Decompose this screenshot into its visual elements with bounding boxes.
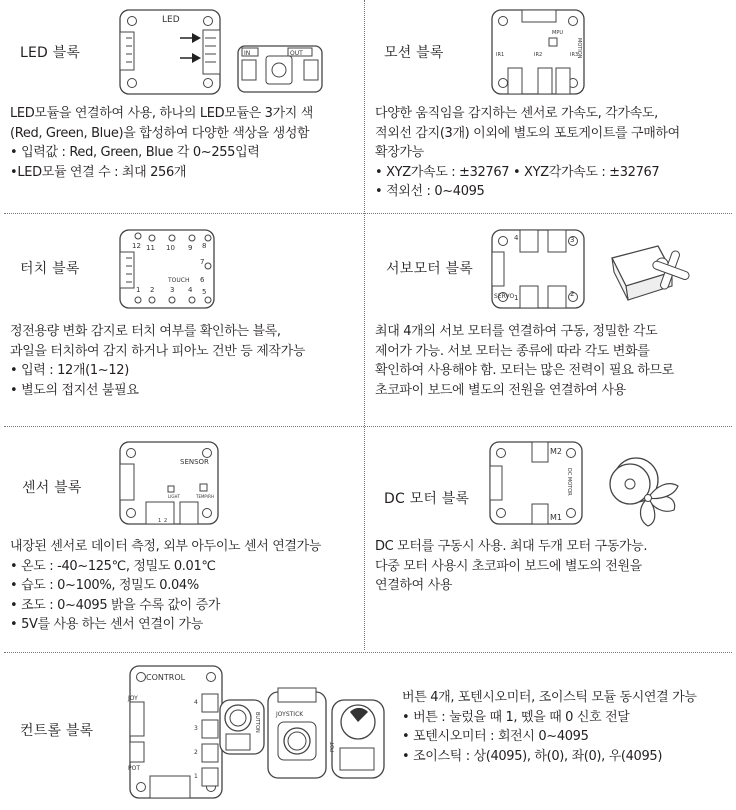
control-pot-label: POT — [128, 765, 141, 772]
touch-line-1: 정전용량 변화 감지로 터치 여부를 확인하는 블록, — [10, 324, 281, 339]
servo-board-label: SERVO — [494, 293, 515, 300]
motion-line-5: • 적외선 : 0~4095 — [375, 184, 485, 199]
touch-pin-12: 12 — [132, 242, 141, 250]
sensor-line-4: • 조도 : 0~4095 밝을 수록 값이 증가 — [10, 597, 221, 613]
servo-motor-image — [612, 246, 690, 300]
control-board-image — [126, 664, 388, 804]
servo-block-title: 서보모터 블록 — [386, 261, 473, 277]
led-block-title: LED 블록 — [20, 45, 81, 61]
sensor-light-label: LIGHT — [168, 494, 180, 499]
servo-line-1: 최대 4개의 서보 모터를 연결하여 구동, 정밀한 각도 — [375, 324, 658, 339]
touch-pin-2: 2 — [150, 286, 155, 294]
control-description — [402, 688, 697, 766]
motion-line-2: 적외선 감지(3개) 이외에 별도의 포토게이트를 구매하여 — [375, 125, 680, 141]
control-line-4: • 조이스틱 : 상(4095), 하(0), 좌(0), 우(4095) — [402, 748, 663, 764]
control-pot-module-label: POT — [330, 741, 336, 752]
sensor-line-3: • 습도 : 0~100%, 정밀도 0.04% — [10, 578, 199, 593]
motion-ir1-label: IR1 — [496, 52, 505, 58]
dc-m1-label: M1 — [550, 513, 562, 522]
row-divider-1 — [4, 213, 732, 214]
control-pin-3: 3 — [194, 725, 198, 732]
row-divider-3 — [4, 652, 732, 653]
control-line-1: 버튼 4개, 포텐시오미터, 조이스틱 모듈 동시연결 가능 — [402, 690, 697, 705]
touch-line-3: • 입력 : 12개(1~12) — [10, 363, 129, 378]
control-joy-label: JOY — [128, 695, 138, 702]
touch-pin-11: 11 — [146, 244, 155, 252]
motion-mpu-label: MPU — [552, 30, 563, 36]
sensor-board-label: SENSOR — [180, 458, 209, 466]
servo-board-image — [490, 228, 700, 318]
led-description — [10, 104, 313, 182]
dc-motor-block-title: DC 모터 블록 — [384, 491, 470, 507]
touch-description — [10, 322, 305, 400]
dc-motor-board-image — [488, 440, 698, 530]
motion-ir2-label: IR2 — [534, 52, 543, 58]
sensor-board-image — [118, 440, 222, 528]
led-line-4: •LED모듈 연결 수 : 최대 256개 — [10, 164, 187, 180]
touch-pin-1: 1 — [136, 286, 141, 294]
led-out-label: OUT — [290, 50, 303, 57]
touch-block-title: 터치 블록 — [20, 261, 80, 277]
dc-line-2: 다중 모터 사용시 초코파이 보드에 별도의 전원을 — [375, 558, 642, 574]
sensor-line-1: 내장된 센서로 데이터 측정, 외부 아두이노 센서 연결가능 — [10, 539, 322, 554]
dc-line-1: DC 모터를 구동시 사용. 최대 두개 모터 구동가능. — [375, 539, 648, 554]
touch-pin-3: 3 — [170, 286, 175, 294]
touch-line-2: 과일을 터치하여 감지 하거나 피아노 건반 등 제작가능 — [10, 343, 306, 359]
control-line-2: • 버튼 : 눌렀을 때 1, 뗐을 때 0 신호 전달 — [402, 709, 630, 725]
control-pin-1: 1 — [194, 773, 198, 780]
servo-line-4: 초코파이 보드에 별도의 전원을 연결하여 사용 — [375, 382, 626, 398]
sensor-block-title: 센서 블록 — [22, 480, 82, 496]
control-line-3: • 포텐시오미터 : 회전시 0~4095 — [402, 729, 589, 744]
servo-pin-1: 1 — [514, 294, 519, 302]
motion-line-4: • XYZ가속도 : ±32767 • XYZ각가속도 : ±32767 — [375, 164, 660, 180]
motion-line-1: 다양한 움직임을 감지하는 센서로 가속도, 각가속도, — [375, 106, 658, 121]
touch-pin-9: 9 — [188, 244, 193, 252]
motion-block-title: 모션 블록 — [384, 45, 444, 61]
touch-pin-7: 7 — [200, 258, 205, 266]
servo-line-2: 제어가 가능. 서보 모터는 종류에 따라 각도 변화를 — [375, 343, 650, 359]
dc-motor-image — [610, 458, 678, 526]
touch-pin-8: 8 — [202, 242, 207, 250]
sensor-port-2: 2 — [164, 518, 168, 524]
led-line-3: • 입력값 : Red, Green, Blue 각 0~255입력 — [10, 145, 260, 160]
servo-pin-4: 4 — [514, 234, 519, 242]
dc-m2-label: M2 — [550, 447, 562, 456]
servo-line-3: 확인하여 사용해야 함. 모터는 많은 전력이 필요 하므로 — [375, 363, 674, 378]
row-divider-2 — [4, 426, 732, 427]
dc-board-label: DC MOTOR — [566, 468, 572, 496]
touch-board-image — [118, 228, 218, 312]
led-in-label: IN — [244, 50, 251, 57]
touch-pin-6: 6 — [200, 276, 205, 284]
led-board-label: LED — [162, 15, 180, 25]
control-block-title: 컨트롤 블록 — [20, 723, 94, 739]
touch-pin-4: 4 — [188, 286, 193, 294]
motion-line-3: 확장가능 — [375, 145, 424, 160]
sensor-port-1: 1 — [158, 518, 162, 524]
control-joystick-label: JOYSTICK — [276, 711, 304, 718]
sensor-temp-label: TEMP/RH — [196, 494, 214, 499]
column-divider — [364, 0, 365, 650]
touch-line-4: • 별도의 접지선 불필요 — [10, 382, 139, 398]
motion-description — [375, 104, 680, 202]
servo-description — [375, 322, 674, 400]
led-line-2: (Red, Green, Blue)을 합성하여 다양한 색상을 생성함 — [10, 125, 310, 141]
control-board-label: CONTROL — [146, 673, 186, 682]
led-board-image — [118, 8, 328, 98]
servo-pin-2: 2 — [570, 290, 575, 298]
control-button-label: BUTTON — [254, 712, 260, 733]
control-pin-2: 2 — [194, 749, 198, 756]
sensor-line-5: • 5V를 사용 하는 센서 연결이 가능 — [10, 617, 203, 632]
touch-pin-10: 10 — [166, 244, 175, 252]
led-line-1: LED모듈을 연결하여 사용, 하나의 LED모듈은 3가지 색 — [10, 106, 313, 121]
touch-pin-5: 5 — [202, 288, 207, 296]
control-pin-4: 4 — [194, 699, 198, 706]
motion-board-label: MOTION — [576, 38, 582, 59]
sensor-description — [10, 537, 321, 635]
sensor-line-2: • 온도 : -40~125℃, 정밀도 0.01℃ — [10, 558, 216, 574]
servo-pin-3: 3 — [570, 236, 575, 244]
dc-motor-description — [375, 537, 647, 596]
touch-board-label: TOUCH — [168, 277, 190, 284]
motion-board-image — [490, 8, 590, 98]
dc-line-3: 연결하여 사용 — [375, 578, 453, 593]
motion-ir3-label: IR3 — [570, 52, 579, 58]
